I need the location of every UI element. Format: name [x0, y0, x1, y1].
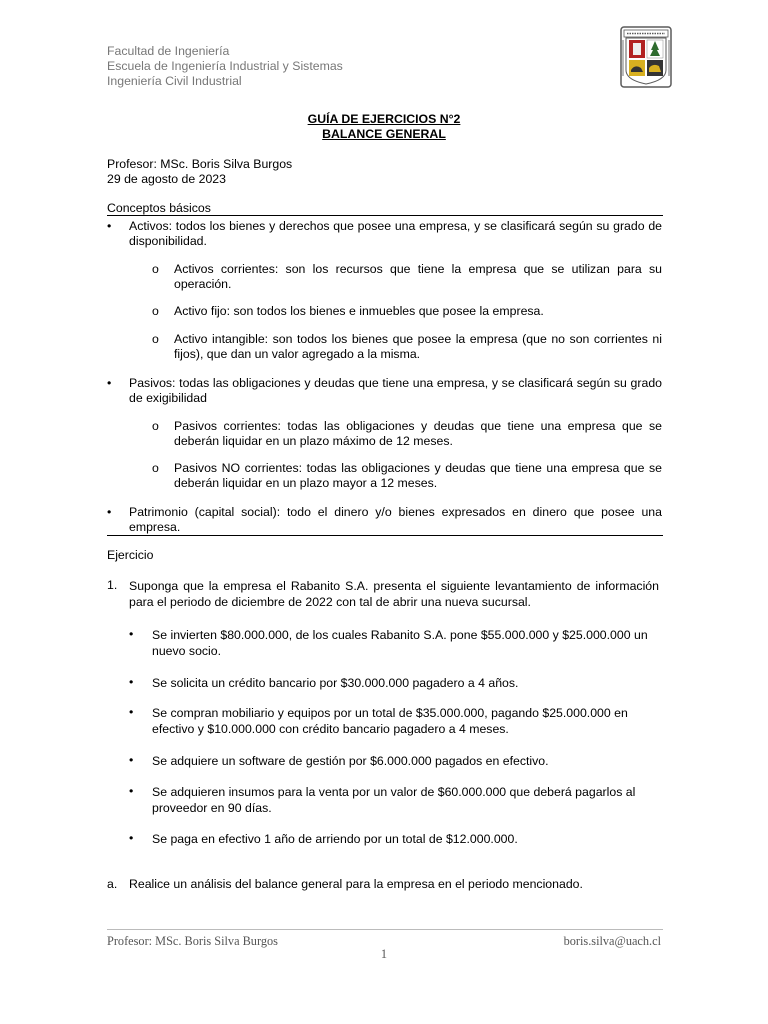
footer-professor: Profesor: MSc. Boris Silva Burgos — [107, 934, 278, 948]
exercise-item: Se invierten $80.000.000, de los cuales Rabanito S.A. pone $55.000.000 y $25.000.000 un nuevo socio. — [152, 628, 648, 658]
bullet-icon: • — [129, 705, 134, 719]
exercise-heading: Ejercicio — [107, 548, 154, 562]
bullet-icon: • — [129, 784, 134, 798]
circle-bullet-icon: o — [152, 332, 159, 346]
circle-bullet-icon: o — [152, 461, 159, 475]
concept-activos: Activos: todos los bienes y derechos que posee una empresa, y se clasificará según su grado de disponibilidad. — [129, 219, 662, 248]
concept-pasivos-corrientes: Pasivos corrientes: todas las obligaciones y deudas que tiene una empresa que se deberán liquidar en un plazo máximo de 12 meses. — [174, 419, 662, 448]
question-text: Suponga que la empresa el Rabanito S.A. presenta el siguiente levantamiento de información para el periodo de diciembre de 2022 con tal de abrir una nueva sucursal. — [129, 579, 659, 609]
exercise-item: Se adquiere un software de gestión por $6.000.000 pagados en efectivo. — [152, 754, 549, 768]
professor-line: Profesor: MSc. Boris Silva Burgos — [107, 157, 293, 171]
exercise-item: Se adquieren insumos para la venta por un valor de $60.000.000 que deberá pagarlos al proveedor en 90 días. — [152, 785, 636, 815]
bullet-icon: • — [107, 376, 112, 390]
bullet-icon: • — [107, 505, 112, 519]
concept-patrimonio: Patrimonio (capital social): todo el dinero y/o bienes expresados en dinero que posee una empresa. — [129, 505, 662, 534]
footer-divider — [107, 929, 663, 930]
bullet-icon: • — [107, 219, 112, 233]
concept-pasivos-no-corrientes: Pasivos NO corrientes: todas las obligaciones y deudas que tiene una empresa que se deberán liquidar en un plazo mayor a 12 meses. — [174, 461, 662, 490]
concept-activos-corrientes: Activos corrientes: son los recursos que tiene la empresa que se utilizan para su operación. — [174, 262, 662, 291]
bullet-icon: • — [129, 675, 134, 689]
circle-bullet-icon: o — [152, 304, 159, 318]
section-divider-top — [107, 215, 663, 216]
exercise-item: Se paga en efectivo 1 año de arriendo por un total de $12.000.000. — [152, 832, 518, 846]
bullet-icon: • — [129, 753, 134, 767]
document-subtitle: BALANCE GENERAL — [322, 127, 446, 141]
concepts-heading: Conceptos básicos — [107, 201, 211, 215]
exercise-item: Se compran mobiliario y equipos por un total de $35.000.000, pagando $25.000.000 en efectivo y $10.000.000 con crédito bancario pagadero a 4 meses. — [152, 706, 628, 736]
bullet-icon: • — [129, 831, 134, 845]
circle-bullet-icon: o — [152, 419, 159, 433]
subquestion-label: a. — [107, 877, 118, 891]
circle-bullet-icon: o — [152, 262, 159, 276]
page-number: 1 — [380, 947, 388, 961]
concept-activo-intangible: Activo intangible: son todos los bienes que posee la empresa (que no son corrientes ni fijos), que dan un valor agregado a la misma. — [174, 332, 662, 361]
exercise-item: Se solicita un crédito bancario por $30.000.000 pagadero a 4 años. — [152, 676, 519, 690]
subquestion-text: Realice un análisis del balance general para la empresa en el periodo mencionado. — [129, 877, 583, 891]
header-school: Escuela de Ingeniería Industrial y Sistemas — [107, 59, 343, 73]
section-divider-bottom — [107, 535, 663, 536]
document-title: GUÍA DE EJERCICIOS N°2 — [307, 112, 461, 126]
university-crest-icon — [620, 26, 672, 88]
institution-header — [107, 44, 343, 89]
concept-activo-fijo: Activo fijo: son todos los bienes e inmuebles que posee la empresa. — [174, 304, 544, 318]
document-date: 29 de agosto de 2023 — [107, 172, 226, 186]
footer-email: boris.silva@uach.cl — [563, 934, 661, 948]
header-faculty: Facultad de Ingeniería — [107, 44, 230, 58]
concept-pasivos: Pasivos: todas las obligaciones y deudas que tiene una empresa, y se clasificará según su grado de exigibilidad — [129, 376, 662, 405]
question-number: 1. — [107, 578, 118, 592]
bullet-icon: • — [129, 627, 134, 641]
header-program: Ingeniería Civil Industrial — [107, 74, 242, 88]
